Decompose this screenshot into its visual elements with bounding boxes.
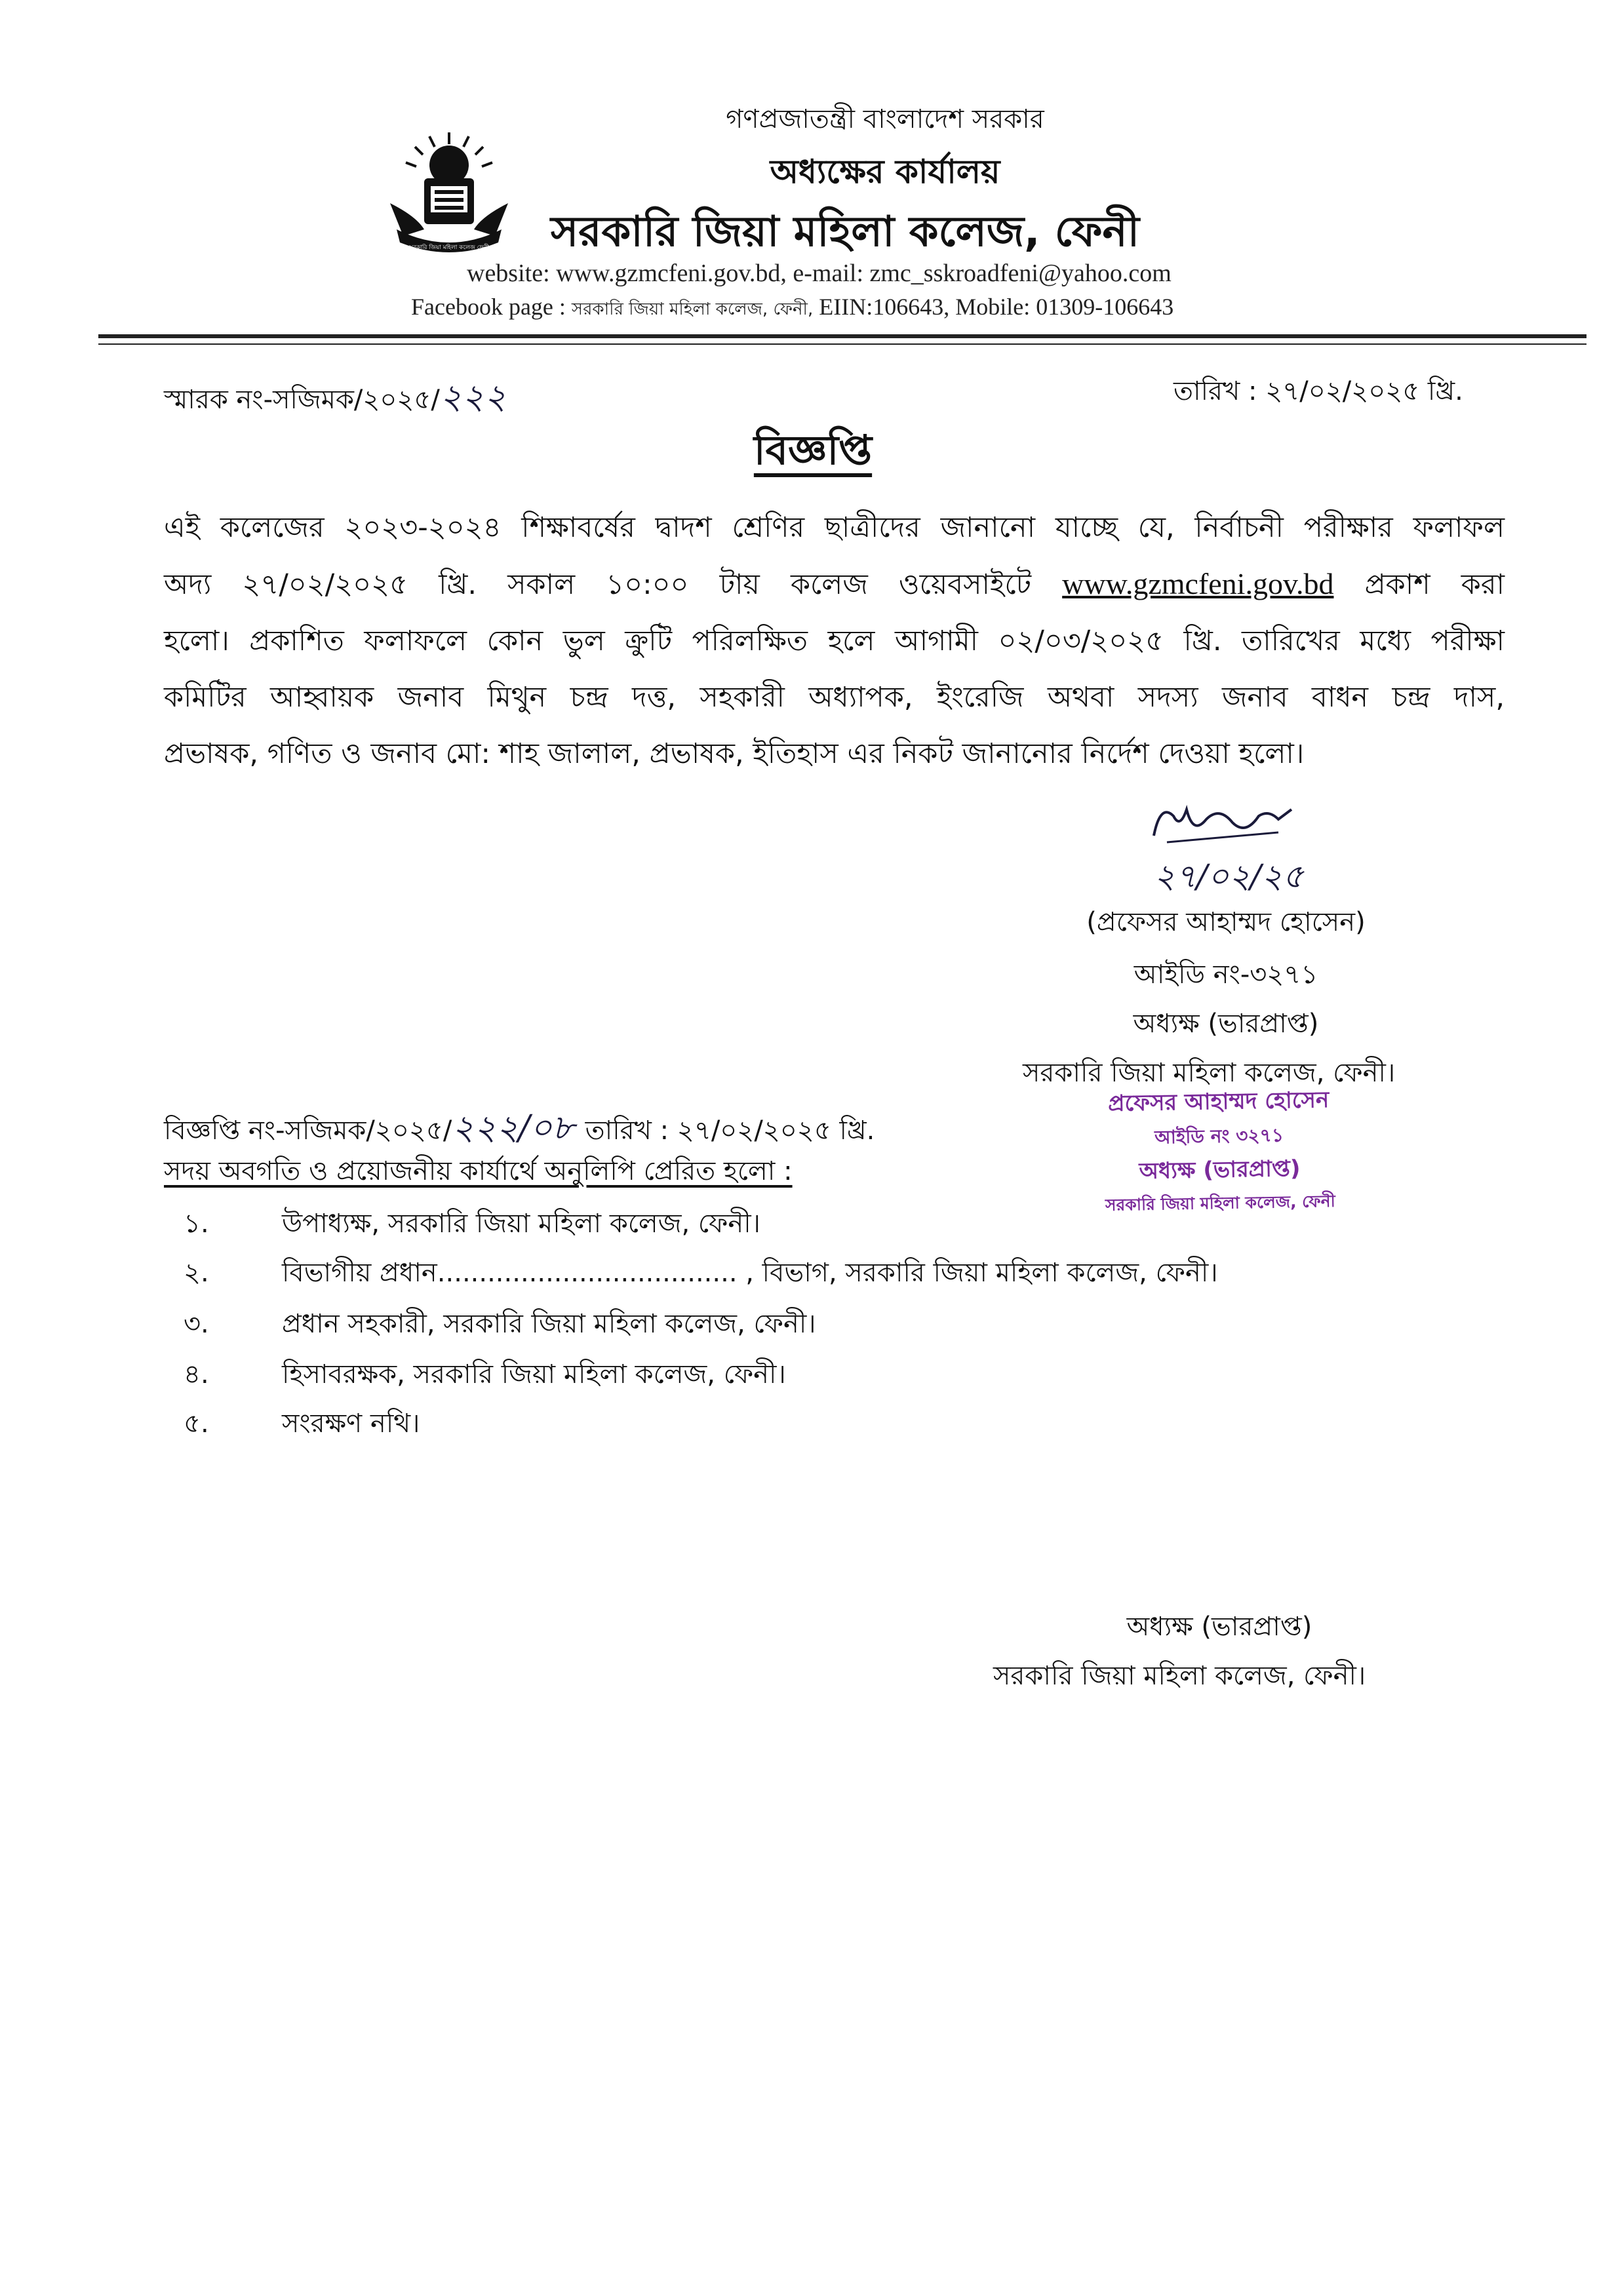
memo-date: তারিখ : ২৭/০২/২০২৫ খ্রি. [1173,376,1463,406]
item-number: ৪. [184,1359,209,1390]
eiin-mobile: EIIN:106643, Mobile: 01309-106643 [813,294,1174,320]
facebook-label: Facebook page : [411,294,572,320]
item-text: প্রধান সহকারী, সরকারি জিয়া মহিলা কলেজ, ফেনী। [282,1309,816,1339]
notice-line: কমিটির আহ্বায়ক জনাব মিথুন চন্দ্র দত্ত, সহকারী অধ্যাপক, ইংরেজি অথবা সদস্য জনাব বাধন চন্দ্র দাস, [164,681,1505,714]
distribution-ref-handwritten: ২২২/০৮ [452,1108,574,1148]
distribution-item [184,1353,786,1397]
item-text: সংরক্ষণ নথি। [282,1409,420,1439]
notice-line2-end: প্রকাশ করা [1333,568,1505,601]
website-link[interactable]: www.gzmcfeni.gov.bd [1062,567,1334,600]
distribution-reference [164,1101,875,1158]
notice-line: প্রভাষক, গণিত ও জনাব মো: শাহ জালাল, প্রভাষক, ইতিহাস এর নিকট জানানোর নির্দেশ দেওয়া হলো। [164,737,1305,770]
signatory-id: আইডি নং-৩২৭১ [1133,960,1318,990]
header-divider-thin [98,343,1586,345]
distribution-ref-label: বিজ্ঞপ্তি নং-সজিমক/২০২৫/ [164,1116,452,1146]
item-text: উপাধ্যক্ষ, সরকারি জিয়া মহিলা কলেজ, ফেনী। [282,1209,760,1239]
distribution-intro: সদয় অবগতি ও প্রয়োজনীয় কার্যার্থে অনুলিপি প্রেরিত হলো : [164,1156,793,1186]
facebook-page-name: সরকারি জিয়া মহিলা কলেজ, ফেনী, [571,300,814,319]
stamp-name: প্রফেসর আহাম্মদ হোসেন [1107,1087,1330,1117]
item-number: ৫. [184,1409,209,1439]
stamp-id: আইডি নং ৩২৭১ [1154,1124,1284,1148]
item-number: ২. [184,1258,209,1288]
distribution-item [184,1252,1218,1296]
item-text: হিসাবরক্ষক, সরকারি জিয়া মহিলা কলেজ, ফেনী। [282,1359,786,1390]
college-name: সরকারি জিয়া মহিলা কলেজ, ফেনী [551,208,1139,256]
official-seal-stamp [1048,1081,1390,1221]
footer-designation: অধ্যক্ষ (ভারপ্রাপ্ত) [1126,1612,1312,1642]
memo-reference [164,370,506,427]
memo-reference-handwritten: ২২২ [439,378,507,417]
signatory-designation: অধ্যক্ষ (ভারপ্রাপ্ত) [1133,1009,1319,1039]
signatory-college: সরকারি জিয়া মহিলা কলেজ, ফেনী। [1023,1058,1396,1088]
memo-reference-label: স্মারক নং-সজিমক/২০২৫/ [164,385,440,415]
distribution-item [184,1303,816,1347]
distribution-item [184,1403,420,1447]
office-name: অধ্যক্ষের কার্যালয় [770,153,1000,191]
footer-college: সরকারি জিয়া মহিলা কলেজ, ফেনী। [993,1661,1366,1691]
notice-body [164,499,1505,782]
notice-line: হলো। প্রকাশিত ফলাফলে কোন ভুল ক্রুটি পরিলক্ষিত হলে আগামী ০২/০৩/২০২৫ খ্রি. তারিখের মধ্যে পরীক্ষা [164,625,1505,657]
notice-line2-text: অদ্য ২৭/০২/২০২৫ খ্রি. সকাল ১০:০০ টায় কলেজ ওয়েবসাইটে [164,568,1063,601]
header-divider-thick [98,334,1586,338]
item-number: ১. [184,1209,209,1239]
item-number: ৩. [184,1309,209,1339]
distribution-date: তারিখ : ২৭/০২/২০২৫ খ্রি. [585,1116,875,1146]
contact-line-facebook [411,293,1173,324]
distribution-item [184,1203,760,1247]
signature-date-handwritten: ২৭/০২/২৫ [1154,857,1304,895]
stamp-college: সরকারি জিয়া মহিলা কলেজ, ফেনী [1105,1191,1335,1215]
item-text: বিভাগীয় প্রধান.................................... , বিভাগ, সরকারি জিয়া মহিলা কলেজ, ফেনী। [282,1258,1218,1288]
stamp-designation: অধ্যক্ষ (ভারপ্রাপ্ত) [1139,1155,1301,1185]
signatory-name: (প্রফেসর আহাম্মদ হোসেন) [1086,907,1366,937]
notice-title: বিজ্ঞপ্তি [753,426,873,474]
college-logo [384,131,515,256]
logo-caption: সরকারি জিয়া মহিলা কলেজ ফেনী [409,244,489,251]
government-name: গণপ্রজাতন্ত্রী বাংলাদেশ সরকার [726,104,1044,134]
contact-line-website-email: website: www.gzmcfeni.gov.bd, e-mail: zmc_sskroadfeni@yahoo.com [467,260,1172,287]
signature-scribble [1147,796,1298,855]
notice-line: এই কলেজের ২০২৩-২০২৪ শিক্ষাবর্ষের দ্বাদশ শ্রেণির ছাত্রীদের জানানো যাচ্ছে যে, নির্বাচনী পরীক্ষার ফলাফল [164,511,1505,544]
notice-line [164,556,1505,613]
